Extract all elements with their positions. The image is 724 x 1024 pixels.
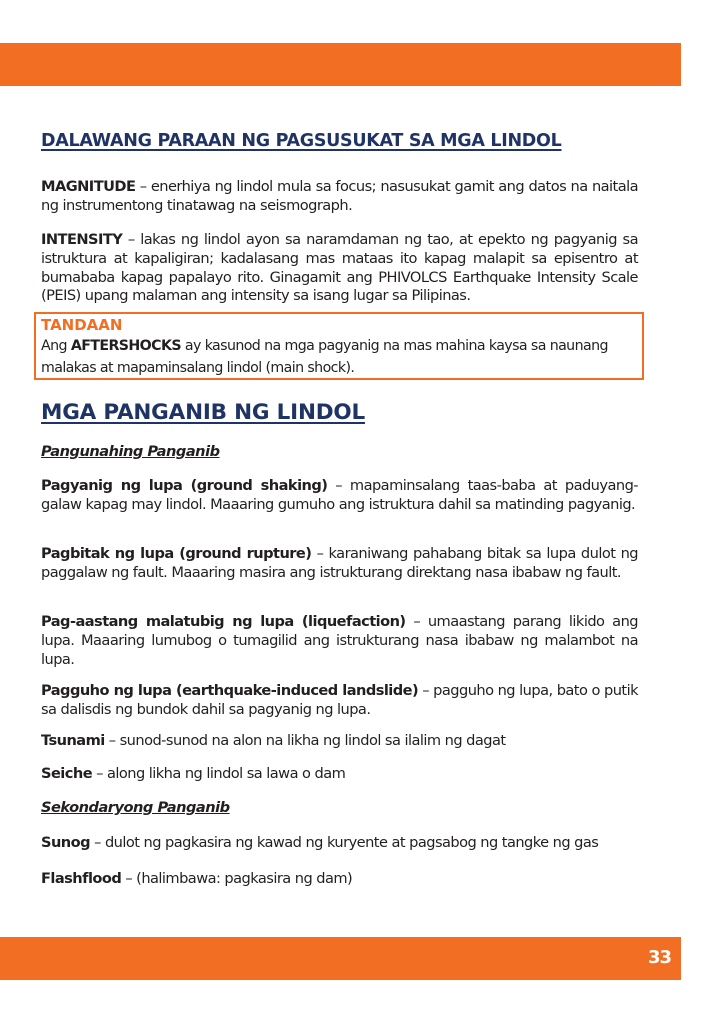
term-magnitude: MAGNITUDE [41, 178, 136, 195]
hazard-definition: – umaastang parang likido ang lupa. Maaaring lumubog o tumagilid ang istrukturang nasa ibabaw ng malambot na lupa. [41, 613, 638, 668]
subheading-primary-hazards: Pangunahing Panganib [41, 443, 220, 460]
hazard-tsunami [41, 732, 638, 751]
hazard-definition: – karaniwang pahabang bitak sa lupa dulot ng paggalaw ng fault. Maaaring masira ang istrukturang direktang nasa ibabaw ng fault. [41, 545, 638, 581]
hazard-definition: – mapaminsalang taas-baba at paduyang-galaw kapag may lindol. Maaaring gumuho ang istruktura dahil sa matinding pagyanig. [41, 477, 638, 513]
hazard-fire [41, 834, 638, 853]
hazard-term: Pagyanig ng lupa (ground shaking) [41, 477, 328, 494]
hazard-liquefaction [41, 613, 638, 669]
hazard-term: Pagbitak ng lupa (ground rupture) [41, 545, 312, 562]
hazard-term: Seiche [41, 765, 93, 782]
section-title-hazards: MGA PANGANIB NG LINDOL [41, 400, 365, 425]
reminder-keyword: AFTERSHOCKS [70, 338, 181, 354]
reminder-text [41, 335, 636, 379]
reminder-box [34, 312, 644, 380]
hazard-seiche [41, 765, 638, 784]
page-number: 33 [647, 947, 671, 968]
term-intensity: INTENSITY [41, 231, 123, 248]
hazard-term: Pag-aastang malatubig ng lupa (liquefaction) [41, 613, 406, 630]
hazard-definition: – dulot ng pagkasira ng kawad ng kuryente at pagsabog ng tangke ng gas [90, 834, 599, 851]
hazard-term: Pagguho ng lupa (earthquake-induced landslide) [41, 682, 419, 699]
section-title-measurement: DALAWANG PARAAN NG PAGSUSUKAT SA MGA LINDOL [41, 131, 562, 151]
definition-text: – lakas ng lindol ayon sa naramdaman ng tao, at epekto ng pagyanig sa istruktura at kapaligiran; kadalasang mas mataas ito kapag malapit sa episentro at bumababa kapag papalayo rito. Ginagamit ang PHIVOLCS Earthquake Intensity Scale (PEIS) upang malaman ang intensity sa isang lugar sa Pilipinas. [41, 231, 638, 305]
hazard-definition: – sunod-sunod na alon na likha ng lindol sa ilalim ng dagat [104, 732, 506, 749]
reminder-prefix: Ang [41, 338, 71, 354]
hazard-ground-shaking [41, 477, 638, 515]
reminder-title: TANDAAN [41, 316, 123, 334]
definition-magnitude [41, 178, 638, 216]
hazard-landslide [41, 682, 638, 720]
hazard-flashflood [41, 870, 638, 889]
hazard-term: Flashflood [41, 870, 122, 887]
hazard-term: Sunog [41, 834, 91, 851]
definition-text: – enerhiya ng lindol mula sa focus; nasusukat gamit ang datos na naitala ng instrumentong tinatawag na seismograph. [41, 178, 638, 214]
hazard-definition: – (halimbawa: pagkasira ng dam) [121, 870, 353, 887]
hazard-ground-rupture [41, 545, 638, 583]
reminder-suffix: ay kasunod na mga pagyanig na mas mahina kaysa sa naunang malakas at mapaminsalang lindol (main shock). [41, 338, 608, 376]
hazard-definition: – pagguho ng lupa, bato o putik sa dalisdis ng bundok dahil sa pagyanig ng lupa. [41, 682, 638, 718]
subheading-secondary-hazards: Sekondaryong Panganib [41, 799, 230, 816]
header-bar [0, 43, 681, 86]
hazard-definition: – along likha ng lindol sa lawa o dam [92, 765, 346, 782]
hazard-term: Tsunami [41, 732, 105, 749]
definition-intensity [41, 231, 638, 306]
footer-bar [0, 937, 681, 980]
